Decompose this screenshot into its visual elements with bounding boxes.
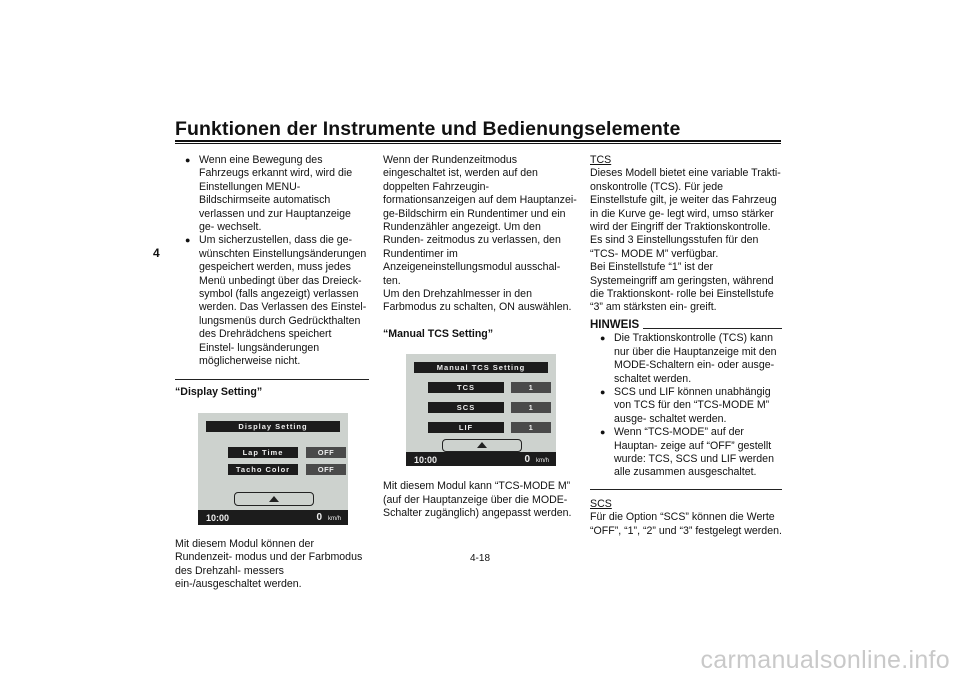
paragraph: Dieses Modell bietet eine variable Trakti- onskontrolle (TCS). Für jede Einstellstufe gilt, je weiter das Fahrzeug in die Kurve ge- legt wird, umso stärker wird der Eingriff der Traktionskontrolle. — [590, 167, 781, 234]
screen-row-label: SCS — [428, 402, 504, 413]
screen-row-value: 1 — [511, 422, 551, 433]
speed-unit: km/h — [327, 515, 341, 522]
paragraph: Es sind 3 Einstellungsstufen für den “TCS- MODE M” verfügbar. — [590, 234, 759, 260]
section-heading-display-setting: “Display Setting” — [175, 385, 263, 398]
hinweis-header — [590, 319, 782, 332]
hinweis-label: HINWEIS — [590, 318, 640, 331]
screen-row-label: Lap Time — [228, 447, 298, 458]
bullet-item: ● Um sicherzustellen, dass die ge- wünschten Einstellungsänderungen gespeichert werden, muss jedes Menü unbedingt über das Dreieck- symbol (falls angezeigt) verlassen werden. Das Verlassen des Einstel- lungsmenüs durch Gedrückthalten des Drehrädchens speichert Einstel- lungsänderungen möglicherweise nicht. — [175, 234, 369, 368]
column-1 — [175, 154, 369, 592]
tcs-heading: TCS — [590, 154, 612, 166]
triangle-icon — [477, 442, 487, 448]
hinweis-bullet-list — [590, 332, 782, 479]
page-number: 4-18 — [469, 553, 490, 564]
manual-tcs-description: Mit diesem Modul kann “TCS-MODE M” (auf der Hauptanzeige über die MODE- Schalter zugänglich) angepasst werden. — [383, 480, 572, 520]
back-triangle-button — [234, 492, 314, 506]
bullet-item: ● Wenn “TCS-MODE” auf der Hauptan- zeige auf “OFF” gestellt wurde: TCS, SCS und LIF werden alle zusammen ausgeschaltet. — [590, 426, 782, 480]
speed-unit: km/h — [535, 458, 549, 465]
clock-readout: 10:00 — [414, 455, 438, 466]
speed-readout: 0 — [316, 511, 322, 523]
paragraph: Um den Drehzahlmesser in den Farbmodus zu schalten, ON auswählen. — [383, 288, 572, 314]
screen-row-value: 1 — [511, 382, 551, 393]
screen-row-label: Tacho Color — [228, 464, 298, 475]
bullet-item: ● SCS und LIF können unabhängig von TCS für den “TCS-MODE M” ausge- schaltet werden. — [590, 386, 782, 426]
screen-status-bar — [198, 510, 348, 525]
column-2 — [383, 154, 577, 521]
page-title: Funktionen der Instrumente und Bedienungselemente — [175, 118, 681, 140]
scs-heading: SCS — [590, 497, 612, 510]
header-rule — [175, 140, 781, 142]
screen-row-label: TCS — [428, 382, 504, 393]
screen-row-value: OFF — [306, 464, 346, 475]
watermark: carmanualsonline.info — [700, 646, 950, 674]
screen-title: Display Setting — [206, 421, 340, 432]
speed-readout: 0 — [524, 454, 530, 466]
display-setting-screen — [198, 413, 348, 525]
scs-description: Für die Option “SCS” können die Werte “OFF”, “1”, “2” und “3” festgelegt werden. — [590, 511, 782, 537]
hinweis-rule — [643, 328, 782, 329]
paragraph: Wenn der Rundenzeitmodus eingeschaltet ist, werden auf den doppelten Fahrzeugin- formationsanzeigen auf dem Hauptanzei- ge-Bildschirm ein Rundentimer und ein Rundenzähler angezeigt. Um den Runden- zeitmodus zu verlassen, den Rundentimer im Anzeigeneinstellungsmodul ausschal- ten. — [383, 154, 577, 287]
paragraph: Bei Einstellstufe “1” ist der Systemeingriff am geringsten, während die Traktionskont- rolle bei Einstellstufe “3” am stärksten ein- greift. — [590, 261, 774, 314]
clock-readout: 10:00 — [206, 512, 230, 523]
screen-status-bar — [406, 452, 556, 466]
screen-row-value: 1 — [511, 402, 551, 413]
bullet-item: ● Die Traktionskontrolle (TCS) kann nur über die Hauptanzeige mit den MODE-Schaltern ein- oder ausge- schaltet werden. — [590, 332, 782, 386]
bullet-item: ● Wenn eine Bewegung des Fahrzeugs erkannt wird, wird die Einstellungen MENU-Bildschirmseite automatisch verlassen und zur Hauptanzeige ge- wechselt. — [175, 154, 369, 234]
back-triangle-button — [442, 439, 522, 452]
manual-tcs-screen — [406, 354, 556, 466]
column-3 — [590, 154, 782, 538]
screen-title: Manual TCS Setting — [414, 362, 548, 373]
section-heading-manual-tcs: “Manual TCS Setting” — [383, 327, 494, 340]
screen-row-value: OFF — [306, 447, 346, 458]
chapter-number: 4 — [153, 246, 160, 260]
header-rule-thin — [175, 143, 781, 144]
triangle-icon — [269, 496, 279, 502]
display-setting-description: Mit diesem Modul können der Rundenzeit- modus und der Farbmodus des Drehzahl- messers ein-/ausgeschaltet werden. — [175, 537, 363, 591]
screen-row-label: LIF — [428, 422, 504, 433]
bullet-list — [175, 154, 369, 369]
